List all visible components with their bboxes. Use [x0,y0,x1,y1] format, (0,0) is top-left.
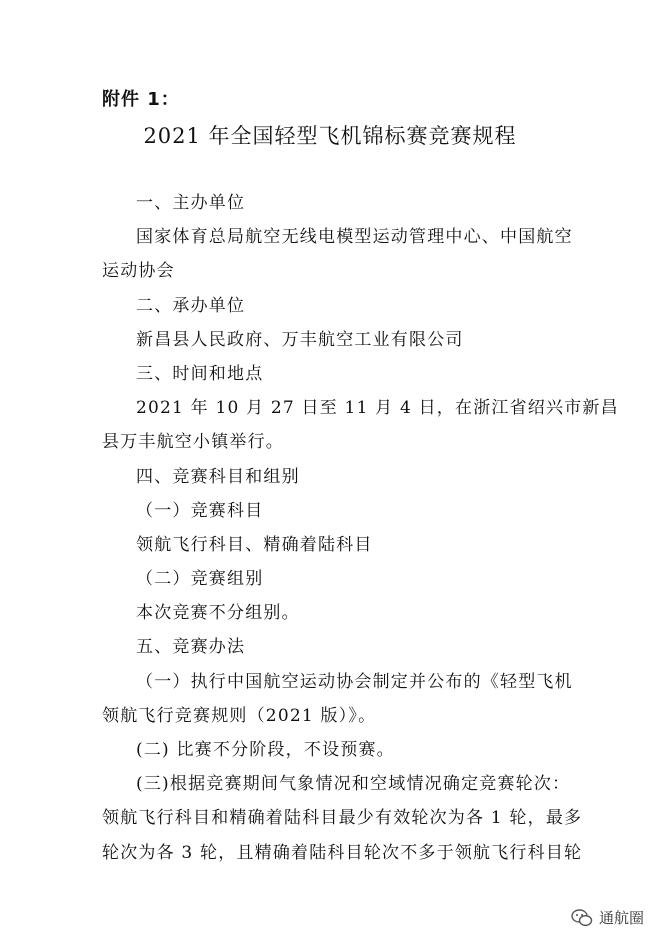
watermark [571,907,644,928]
attachment-label: 附件 1： [102,89,180,110]
body-line: 2021 年 10 月 27 日至 11 月 4 日，在浙江省绍兴市新昌 [136,398,619,419]
body-line: 新昌县人民政府、万丰航空工业有限公司 [136,329,464,350]
wechat-icon [571,909,593,927]
body-line: 轮次为各 3 轮，且精确着陆科目轮次不多于领航飞行科目轮 [102,842,583,863]
body-line: 运动协会 [102,261,175,282]
body-line: 三、时间和地点 [136,363,264,384]
body-line: 五、竞赛办法 [136,637,246,658]
body-line: 二、承办单位 [136,295,246,316]
body-line: 一、主办单位 [136,193,246,213]
body-line: （一）执行中国航空运动协会制定并公布的《轻型飞机 [136,671,573,692]
body-line: 本次竞赛不分组别。 [136,603,300,624]
body-line: 国家体育总局航空无线电模型运动管理中心、中国航空 [136,227,573,248]
body-line: 领航飞行科目、精确着陆科目 [136,534,373,555]
body-line: 领航飞行科目和精确着陆科目最少有效轮次为各 1 轮，最多 [102,808,583,829]
body-line: (二) 比赛不分阶段，不设预赛。 [136,740,395,760]
body-line: （二）竞赛组别 [136,569,264,590]
document-title: 2021 年全国轻型飞机锦标赛竞赛规程 [143,124,517,148]
body-line: 县万丰航空小镇举行。 [102,432,284,453]
document-body [102,186,619,870]
watermark-text: 通航圈 [598,909,644,927]
body-line: （一）竞赛科目 [136,500,264,521]
body-line: 领航飞行竞赛规则（2021 版）》。 [102,705,377,726]
body-line: (三)根据竞赛期间气象情况和空域情况确定竞赛轮次： [136,774,571,795]
body-line: 四、竞赛科目和组别 [136,466,300,487]
